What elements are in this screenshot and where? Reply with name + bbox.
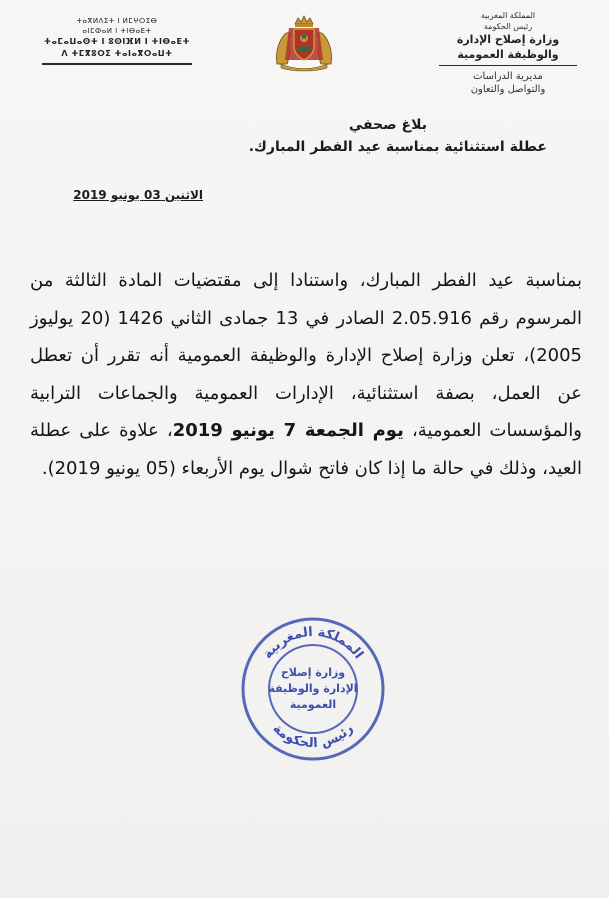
press-release-subject: عطلة استثنائية بمناسبة عيد الفطر المبارك. (248, 139, 547, 155)
tifinagh-line-2: ⴰⵏⵎⵀⴰⵍ ⵏ ⵜⵏⴱⴰⴹⵜ (82, 27, 152, 35)
press-release-body (30, 262, 582, 487)
body-highlighted-date: يوم الجمعة 7 يونيو 2019 (172, 420, 404, 441)
tifinagh-line-1: ⵜⴰⴳⵍⴷⵉⵜ ⵏ ⵍⵎⵖⵔⵉⴱ (76, 17, 158, 25)
press-release-title: بلاغ صحفي (348, 117, 427, 133)
header-right (433, 10, 583, 96)
stamp-outer-top-text: المملكة المغربية (260, 624, 366, 662)
ministry-line-2: والوظيفة العمومية (457, 48, 559, 61)
ministry-line-1: وزارة إصلاح الإدارة (456, 33, 560, 46)
directorate-line-1: مديرية الدراسات (473, 71, 543, 82)
tifinagh-line-3: ⵜⴰⵎⴰⵡⴰⵙⵜ ⵏ ⵓⵙⵏⴼⵍ ⵏ ⵜⵏⴱⴰⴹⵜ (43, 37, 191, 46)
royal-coat-of-arms-icon (273, 14, 335, 72)
header-left-divider (42, 63, 192, 65)
press-release-title-block (249, 114, 547, 158)
release-date: الاثنين 03 يونيو 2019 (73, 188, 203, 202)
body-text-part-2: ، علاوة على عطلة العيد، وذلك في حالة ما إذا كان فاتح شوال يوم الأربعاء (05 يونيو 2019). (30, 420, 582, 479)
stamp-inner-line-1: وزارة إصلاح (280, 666, 346, 679)
header-left (42, 16, 192, 65)
header-right-divider (439, 65, 577, 66)
directorate-line-2: والتواصل والتعاون (470, 84, 546, 95)
kingdom-label: المملكة المغربية (480, 11, 536, 20)
office-label: رئيس الحكومة (483, 22, 533, 31)
tifinagh-line-4: ⴷ ⵜⵎⴳⵓⵔⵉ ⵜⴰⵏⴰⴳⵔⴰⵡⵜ (61, 49, 173, 58)
svg-text:رئيس الحكومة (270, 721, 357, 751)
body-text-part-1: بمناسبة عيد الفطر المبارك، واستنادا إلى مقتضيات المادة الثالثة من المرسوم رقم 2.05.916 الصادر في 13 جمادى الثاني 1426 (20 يوليوز 2005)، تعلن وزارة إصلاح الإدارة والوظيفة العمومية أنه تقرر أن تعطل عن العمل، بصفة استثنائية، الإدارات العمومية والجماعات الترابية والمؤسسات العمومية، (30, 270, 582, 441)
official-stamp (238, 614, 388, 764)
stamp-inner-line-2: الإدارة والوظيفة (268, 682, 358, 695)
stamp-inner-line-3: العمومية (289, 698, 337, 711)
stamp-outer-bottom-text: رئيس الحكومة (269, 721, 357, 752)
